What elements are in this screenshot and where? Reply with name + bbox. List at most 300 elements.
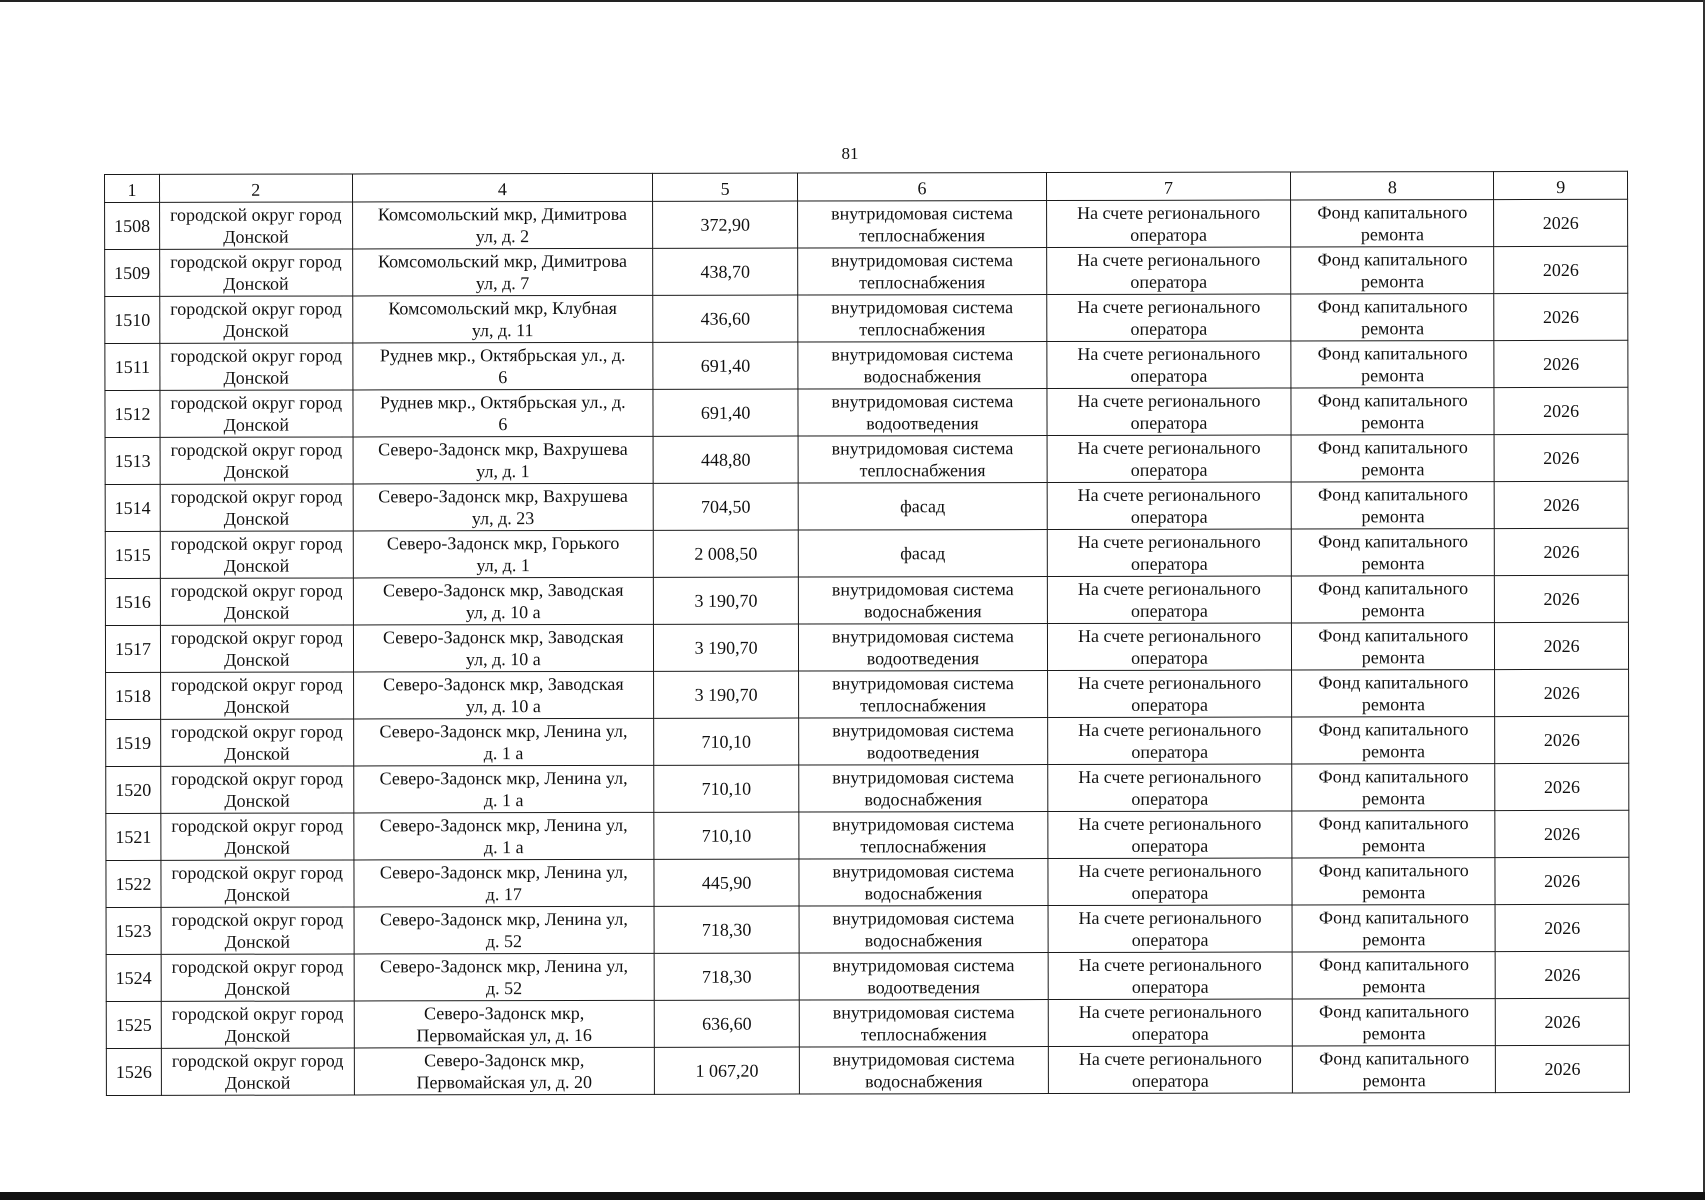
funding-source-cell-line: ремонта — [1361, 506, 1425, 527]
municipality-cell — [160, 437, 353, 484]
funding-source-cell — [1292, 858, 1495, 905]
municipality-cell-line: Донской — [223, 602, 290, 623]
account-cell — [1047, 764, 1292, 812]
funding-source-cell-line: ремонта — [1362, 835, 1426, 856]
account-cell — [1047, 435, 1292, 483]
address-cell-line: Комсомольский мкр, Димитрова — [377, 250, 628, 272]
table-row — [106, 810, 1629, 860]
address-cell — [352, 201, 653, 249]
address-cell-line: д. 1 а — [483, 837, 524, 858]
funding-source-cell — [1292, 811, 1495, 858]
table-row — [105, 293, 1628, 343]
address-cell — [353, 530, 654, 578]
address-cell-line: д. 52 — [485, 978, 523, 999]
account-cell-line: На счете регионального — [1077, 437, 1261, 458]
funding-source-cell-line: Фонд капитального — [1318, 813, 1469, 834]
account-cell-line: оператора — [1131, 788, 1209, 809]
municipality-cell-line: Донской — [224, 931, 291, 952]
funding-source-cell-line: ремонта — [1361, 694, 1425, 715]
year-cell: 2026 — [1494, 481, 1628, 528]
municipality-cell-line: городской округ город — [170, 251, 342, 272]
table-row — [105, 434, 1628, 484]
funding-source-cell-line: ремонта — [1361, 553, 1425, 574]
address-cell — [354, 1047, 655, 1095]
funding-source-cell-line: ремонта — [1362, 976, 1426, 997]
area-cell: 710,10 — [654, 718, 799, 765]
area-cell: 3 190,70 — [653, 577, 798, 624]
address-cell-line: Комсомольский мкр, Клубная — [388, 297, 617, 319]
municipality-cell — [161, 719, 354, 766]
work-type-cell-line: фасад — [900, 543, 946, 564]
address-cell-line: д. 17 — [485, 884, 522, 905]
funding-source-cell — [1292, 764, 1495, 811]
address-cell — [352, 342, 653, 390]
account-cell-line: На счете регионального — [1078, 1048, 1262, 1069]
work-type-cell-line: фасад — [900, 496, 946, 517]
municipality-cell-line: городской округ город — [171, 815, 343, 836]
municipality-cell — [160, 672, 353, 719]
table-row — [105, 528, 1628, 578]
address-cell-line: д. 52 — [485, 931, 523, 952]
account-cell-line: На счете регионального — [1077, 249, 1261, 270]
municipality-cell — [160, 390, 353, 437]
account-cell-line: оператора — [1130, 365, 1208, 386]
funding-source-cell-line: ремонта — [1362, 882, 1426, 903]
column-header: 9 — [1494, 171, 1628, 199]
funding-source-cell-line: ремонта — [1362, 1070, 1426, 1091]
work-type-cell — [798, 342, 1047, 390]
row-number-cell: 1513 — [105, 437, 160, 484]
account-cell-line: оператора — [1131, 976, 1209, 997]
work-type-cell-line: внутридомовая система — [832, 1049, 1015, 1070]
account-cell — [1047, 576, 1292, 624]
address-cell-line: ул, д. 10 а — [465, 649, 541, 670]
column-number-row — [105, 171, 1628, 202]
account-cell-line: На счете регионального — [1077, 531, 1261, 552]
table-row — [105, 575, 1628, 625]
work-type-cell — [798, 436, 1047, 484]
work-type-cell-line: внутридомовая система — [832, 767, 1015, 788]
municipality-cell-line: Донской — [223, 414, 289, 435]
account-cell-line: оператора — [1131, 882, 1209, 903]
municipality-cell — [159, 202, 352, 249]
funding-source-cell-line: Фонд капитального — [1318, 719, 1469, 740]
municipality-cell — [160, 296, 353, 343]
municipality-cell-line: Донской — [224, 884, 290, 905]
work-type-cell-line: теплоснабжения — [859, 272, 986, 293]
work-type-cell — [798, 530, 1047, 578]
year-cell: 2026 — [1495, 528, 1629, 575]
table-row — [106, 1045, 1629, 1095]
address-cell-line: Северо-Задонск мкр, — [424, 1049, 585, 1071]
account-cell-line: оператора — [1130, 412, 1208, 433]
funding-source-cell — [1292, 717, 1495, 764]
account-cell — [1047, 670, 1292, 718]
account-cell-line: На счете регионального — [1077, 484, 1261, 505]
address-cell-line: Северо-Задонск мкр, Ленина ул, — [379, 861, 628, 883]
municipality-cell-line: Донской — [223, 461, 290, 482]
funding-source-cell-line: ремонта — [1362, 929, 1426, 950]
account-cell-line: На счете регионального — [1078, 907, 1262, 928]
funding-source-cell — [1291, 482, 1494, 529]
column-header: 4 — [352, 173, 653, 202]
work-type-cell-line: внутридомовая система — [831, 438, 1014, 459]
table-row — [106, 998, 1629, 1048]
area-cell: 710,10 — [654, 765, 799, 812]
work-type-cell-line: водоснабжения — [865, 1071, 983, 1092]
account-cell-line: На счете регионального — [1077, 625, 1262, 646]
account-cell — [1048, 905, 1293, 953]
municipality-cell-line: городской округ город — [170, 204, 342, 225]
municipality-cell-line: городской округ город — [171, 674, 343, 695]
funding-source-cell-line: Фонд капитального — [1319, 1048, 1470, 1069]
row-number-cell: 1510 — [105, 296, 160, 343]
address-cell — [353, 436, 654, 484]
area-cell: 691,40 — [653, 389, 798, 436]
funding-source-cell-line: ремонта — [1361, 459, 1425, 480]
work-type-cell — [799, 671, 1048, 719]
work-type-cell-line: теплоснабжения — [860, 836, 987, 857]
column-header: 2 — [159, 174, 352, 202]
work-type-cell-line: внутридомовая система — [831, 579, 1014, 600]
funding-source-cell-line: ремонта — [1361, 365, 1425, 386]
funding-source-cell-line: Фонд капитального — [1318, 578, 1469, 599]
table-row — [106, 951, 1629, 1001]
funding-source-cell — [1291, 247, 1494, 294]
funding-source-cell-line: Фонд капитального — [1318, 860, 1469, 881]
work-type-cell — [798, 248, 1047, 296]
municipality-cell-line: Донской — [223, 367, 289, 388]
year-cell: 2026 — [1495, 622, 1629, 669]
address-cell — [354, 1000, 655, 1048]
account-cell — [1047, 717, 1292, 765]
row-number-cell: 1509 — [105, 249, 160, 296]
municipality-cell-line: Донской — [223, 555, 290, 576]
municipality-cell-line: Донской — [224, 790, 290, 811]
municipality-cell-line: Донской — [223, 226, 289, 247]
municipality-cell — [161, 954, 354, 1001]
table-row — [105, 622, 1628, 672]
municipality-cell-line: городской округ город — [171, 909, 344, 930]
row-number-cell: 1514 — [105, 484, 160, 531]
row-number-cell: 1508 — [105, 202, 160, 249]
row-number-cell: 1517 — [105, 625, 160, 672]
table-row — [105, 199, 1628, 249]
funding-source-cell-line: Фонд капитального — [1318, 907, 1469, 928]
work-type-cell-line: внутридомовая система — [832, 720, 1015, 741]
address-cell-line: Северо-Задонск мкр, Вахрушева — [378, 485, 628, 507]
address-cell — [354, 859, 655, 907]
year-cell: 2026 — [1495, 904, 1629, 951]
row-number-cell: 1515 — [105, 531, 160, 578]
municipality-cell-line: городской округ город — [170, 439, 343, 460]
table-row — [105, 387, 1628, 437]
year-cell: 2026 — [1494, 387, 1628, 434]
work-type-cell — [798, 201, 1047, 249]
address-cell-line: Первомайская ул, д. 16 — [416, 1024, 592, 1046]
address-cell-line: Северо-Задонск мкр, Заводская — [382, 579, 624, 601]
account-cell-line: оператора — [1130, 271, 1208, 292]
address-cell — [354, 906, 655, 954]
funding-source-cell-line: ремонта — [1360, 271, 1425, 292]
address-cell — [353, 389, 654, 437]
table-body — [105, 199, 1630, 1095]
funding-source-cell — [1293, 1046, 1496, 1093]
funding-source-cell — [1292, 623, 1495, 670]
address-cell-line: ул, д. 1 — [476, 555, 530, 576]
funding-source-cell — [1291, 294, 1494, 341]
area-cell: 691,40 — [653, 342, 798, 389]
address-cell-line: Руднев мкр., Октябрьская ул., д. — [379, 344, 626, 366]
work-type-cell-line: водоотведения — [867, 977, 980, 998]
account-cell-line: оператора — [1130, 459, 1208, 480]
funding-source-cell-line: Фонд капитального — [1319, 1001, 1470, 1022]
funding-source-cell-line: Фонд капитального — [1318, 672, 1469, 693]
address-cell-line: Северо-Задонск мкр, Ленина ул, — [379, 814, 628, 836]
work-type-cell-line: теплоснабжения — [859, 225, 986, 246]
address-cell-line: д. 1 а — [483, 790, 524, 811]
municipality-cell-line: Донской — [224, 743, 290, 764]
municipality-cell — [161, 907, 354, 954]
address-cell-line: Комсомольский мкр, Димитрова — [377, 203, 627, 225]
address-cell-line: Северо-Задонск мкр, Заводская — [383, 673, 624, 695]
account-cell-line: На счете регионального — [1078, 766, 1262, 787]
row-number-cell: 1516 — [105, 578, 160, 625]
address-cell-line: д. 1 а — [483, 743, 524, 764]
address-cell-line: Северо-Задонск мкр, Ленина ул, — [379, 908, 628, 930]
row-number-cell: 1523 — [106, 907, 161, 954]
account-cell-line: На счете регионального — [1077, 343, 1261, 364]
work-type-cell-line: водоотведения — [866, 648, 980, 669]
work-type-cell-line: внутридомовая система — [832, 861, 1015, 882]
year-cell: 2026 — [1495, 716, 1629, 763]
year-cell: 2026 — [1496, 998, 1630, 1045]
work-type-cell-line: водоснабжения — [864, 601, 982, 622]
address-cell-line: ул, д. 23 — [471, 508, 535, 529]
table-row — [105, 481, 1628, 531]
funding-source-cell-line: Фонд капитального — [1317, 437, 1468, 458]
municipality-cell — [160, 484, 353, 531]
account-cell — [1046, 247, 1291, 295]
account-cell-line: оператора — [1130, 224, 1208, 245]
year-cell: 2026 — [1494, 199, 1628, 246]
address-cell-line: Северо-Задонск мкр, Заводская — [383, 626, 624, 648]
work-type-cell — [799, 624, 1048, 672]
address-cell-line: ул, д. 7 — [475, 273, 530, 294]
work-type-cell-line: водоотведения — [866, 742, 980, 763]
year-cell: 2026 — [1495, 857, 1629, 904]
address-cell-line: ул, д. 2 — [475, 226, 530, 247]
funding-source-cell-line: ремонта — [1362, 788, 1426, 809]
address-cell — [354, 953, 655, 1001]
funding-source-cell — [1292, 952, 1495, 999]
account-cell — [1048, 999, 1293, 1047]
municipality-cell-line: Донской — [223, 273, 289, 294]
area-cell: 3 190,70 — [654, 624, 799, 671]
address-cell — [353, 671, 654, 719]
address-cell-line: ул, д. 1 — [476, 461, 530, 482]
municipality-cell-line: городской округ город — [171, 1050, 344, 1071]
account-cell — [1046, 200, 1291, 248]
funding-source-cell — [1291, 529, 1494, 576]
row-number-cell: 1511 — [105, 343, 160, 390]
work-type-cell — [799, 765, 1048, 813]
address-cell-line: Северо-Задонск мкр, Горького — [386, 532, 620, 554]
work-type-cell — [799, 718, 1048, 766]
address-cell-line: Северо-Задонск мкр, — [423, 1002, 585, 1024]
page-number: 81 — [841, 144, 859, 163]
account-cell-line: оператора — [1131, 694, 1209, 715]
address-cell-line: Северо-Задонск мкр, Ленина ул, — [379, 767, 628, 789]
year-cell: 2026 — [1494, 340, 1628, 387]
address-cell-line: ул, д. 10 а — [465, 602, 541, 623]
work-type-cell-line: внутридомовая система — [832, 955, 1015, 976]
funding-source-cell — [1292, 999, 1495, 1046]
account-cell-line: На счете регионального — [1078, 860, 1262, 881]
municipality-cell-line: Донской — [224, 1025, 291, 1046]
municipality-cell-line: городской округ город — [170, 627, 343, 648]
scan-bottom-edge — [0, 1192, 1705, 1200]
work-type-cell — [799, 859, 1048, 907]
scan-top-edge — [0, 0, 1705, 2]
funding-source-cell-line: ремонта — [1361, 600, 1425, 621]
account-cell-line: оператора — [1131, 741, 1209, 762]
address-cell — [353, 483, 654, 531]
work-type-cell-line: внутридомовая система — [832, 1002, 1015, 1023]
table-row — [106, 904, 1629, 954]
area-cell: 438,70 — [653, 248, 798, 295]
row-number-cell: 1521 — [106, 813, 161, 860]
address-cell-line: Руднев мкр., Октябрьская ул., д. — [379, 391, 626, 413]
column-header: 1 — [105, 174, 160, 202]
municipality-cell-line: городской округ город — [170, 345, 342, 366]
municipality-cell-line: Донской — [224, 978, 291, 999]
account-cell — [1047, 341, 1292, 389]
row-number-cell: 1522 — [106, 860, 161, 907]
municipality-cell — [160, 578, 353, 625]
area-cell: 3 190,70 — [654, 671, 799, 718]
funding-source-cell-line: ремонта — [1360, 224, 1424, 245]
work-type-cell — [798, 577, 1047, 625]
funding-source-cell — [1291, 388, 1494, 435]
municipality-cell-line: Донской — [224, 1072, 291, 1093]
area-cell: 710,10 — [654, 812, 799, 859]
municipality-cell-line: Донской — [224, 696, 290, 717]
row-number-cell: 1526 — [106, 1048, 161, 1095]
municipality-cell-line: городской округ город — [171, 862, 343, 883]
work-type-cell-line: водоснабжения — [864, 930, 983, 951]
work-type-cell-line: водоснабжения — [864, 883, 983, 904]
area-cell: 445,90 — [654, 859, 799, 906]
municipality-cell-line: городской округ город — [170, 533, 343, 554]
area-cell: 1 067,20 — [654, 1047, 799, 1094]
work-type-cell-line: теплоснабжения — [859, 319, 986, 340]
year-cell: 2026 — [1494, 293, 1628, 340]
funding-source-cell-line: ремонта — [1362, 1023, 1426, 1044]
funding-source-cell-line: Фонд капитального — [1317, 484, 1468, 505]
table-row — [106, 669, 1629, 719]
address-cell-line: Первомайская ул, д. 20 — [416, 1071, 593, 1093]
account-cell — [1048, 952, 1293, 1000]
address-cell — [352, 248, 653, 296]
work-type-cell-line: внутридомовая система — [832, 908, 1015, 929]
row-number-cell: 1518 — [106, 672, 161, 719]
municipality-cell — [160, 531, 353, 578]
funding-source-cell-line: ремонта — [1361, 647, 1425, 668]
account-cell — [1047, 529, 1292, 577]
work-type-cell — [799, 906, 1048, 954]
work-type-cell-line: теплоснабжения — [860, 1024, 987, 1045]
work-type-cell-line: внутридомовая система — [831, 391, 1014, 412]
municipality-cell — [160, 249, 353, 296]
year-cell: 2026 — [1495, 810, 1629, 857]
row-number-cell: 1519 — [106, 719, 161, 766]
work-type-cell-line: теплоснабжения — [859, 460, 986, 481]
work-type-cell-line: водоотведения — [866, 413, 979, 434]
municipality-cell — [161, 1001, 354, 1048]
municipality-cell-line: Донской — [224, 837, 290, 858]
column-header: 5 — [653, 173, 798, 201]
work-type-cell-line: внутридомовая система — [832, 673, 1014, 694]
work-type-cell-line: внутридомовая система — [831, 203, 1013, 224]
municipality-cell-line: городской округ город — [171, 768, 343, 789]
column-header: 7 — [1046, 172, 1291, 201]
work-type-cell-line: внутридомовая система — [831, 297, 1014, 318]
account-cell — [1047, 388, 1292, 436]
funding-source-cell-line: Фонд капитального — [1318, 766, 1469, 787]
account-cell-line: На счете регионального — [1078, 954, 1262, 975]
account-cell-line: На счете регионального — [1078, 672, 1262, 693]
account-cell — [1047, 294, 1292, 342]
account-cell-line: оператора — [1131, 1023, 1209, 1044]
account-cell-line: На счете регионального — [1077, 578, 1261, 599]
work-type-cell — [798, 295, 1047, 343]
municipality-cell-line: городской округ город — [171, 956, 344, 977]
account-cell-line: На счете регионального — [1078, 1001, 1262, 1022]
address-cell — [353, 812, 654, 860]
area-cell: 436,60 — [653, 295, 798, 342]
account-cell-line: На счете регионального — [1078, 719, 1262, 740]
account-cell — [1047, 623, 1292, 671]
municipality-cell-line: городской округ город — [171, 1003, 344, 1024]
municipality-cell-line: городской округ город — [170, 580, 343, 601]
address-cell — [353, 718, 654, 766]
area-cell: 636,60 — [654, 1000, 799, 1047]
address-cell-line: Северо-Задонск мкр, Вахрушева — [378, 438, 628, 460]
municipality-cell-line: городской округ город — [170, 486, 343, 507]
account-cell-line: оператора — [1131, 835, 1209, 856]
account-cell-line: На счете регионального — [1077, 296, 1261, 317]
funding-source-cell-line: Фонд капитального — [1318, 625, 1469, 646]
account-cell-line: На счете регионального — [1077, 202, 1261, 223]
municipality-cell-line: городской округ город — [170, 298, 342, 319]
work-type-cell — [798, 389, 1047, 437]
area-cell: 718,30 — [654, 953, 799, 1000]
area-cell: 2 008,50 — [653, 530, 798, 577]
municipality-cell — [161, 766, 354, 813]
register-table — [104, 171, 1630, 1096]
year-cell: 2026 — [1494, 434, 1628, 481]
address-cell — [353, 577, 654, 625]
account-cell-line: На счете регионального — [1078, 813, 1262, 834]
table-row — [105, 340, 1628, 390]
work-type-cell-line: теплоснабжения — [860, 695, 987, 716]
account-cell-line: оператора — [1131, 647, 1208, 668]
work-type-cell-line: внутридомовая система — [832, 814, 1015, 835]
address-cell — [353, 624, 654, 672]
year-cell: 2026 — [1494, 246, 1628, 293]
work-type-cell — [799, 1000, 1048, 1048]
